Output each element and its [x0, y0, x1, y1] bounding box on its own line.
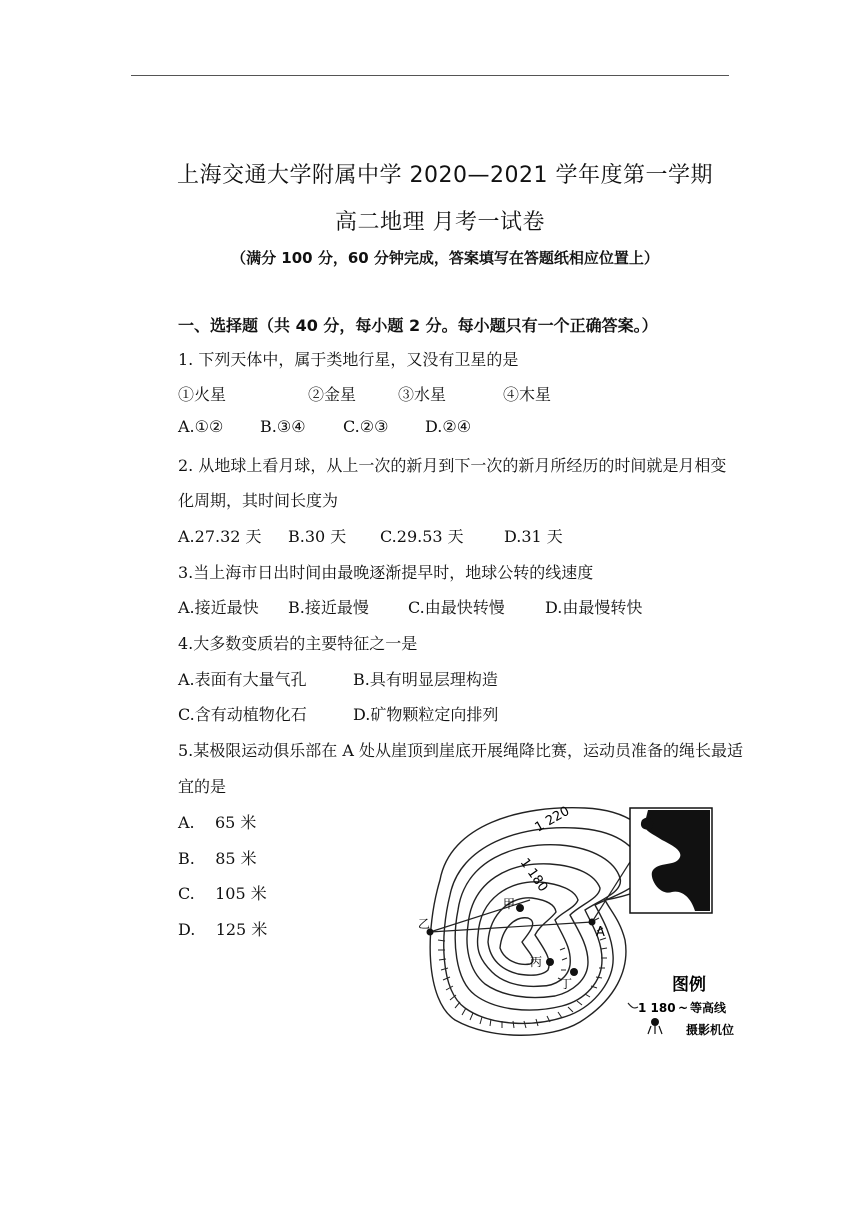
question-4-stem: 4.大多数变质岩的主要特征之一是	[178, 634, 418, 653]
point-yi-label: 乙	[418, 917, 431, 931]
question-2-options	[178, 524, 563, 547]
q1-item-4: ④木星	[503, 385, 552, 404]
svg-text:~: ~	[678, 1001, 689, 1015]
question-1-items	[178, 382, 551, 405]
question-1-stem: 1. 下列天体中，属于类地行星，又没有卫星的是	[178, 350, 519, 369]
q3-option-b[interactable]: B.接近最慢	[288, 598, 369, 617]
question-4-options-row1	[178, 667, 498, 690]
point-a-label: A	[596, 925, 605, 940]
legend-contour-value: 1 180	[638, 1001, 676, 1015]
q1-item-2: ②金星	[308, 385, 357, 404]
question-1-options	[178, 417, 471, 436]
q4-option-d[interactable]: D.矿物颗粒定向排列	[353, 705, 499, 724]
q2-option-a[interactable]: A.27.32 天	[178, 527, 262, 546]
q3-option-d[interactable]: D.由最慢转快	[545, 598, 643, 617]
point-jia-label: 甲	[503, 897, 516, 911]
legend-title: 图例	[672, 975, 706, 995]
contour-label-1180: 1 180	[516, 855, 551, 895]
q2-option-d[interactable]: D.31 天	[504, 527, 563, 546]
question-2-stem-line1: 2. 从地球上看月球，从上一次的新月到下一次的新月所经历的时间就是月相变	[178, 456, 727, 475]
point-ding-camera	[570, 968, 578, 976]
question-3-stem: 3.当上海市日出时间由最晚逐渐提早时，地球公转的线速度	[178, 563, 594, 582]
legend-contour-text: 等高线	[690, 1001, 727, 1015]
question-5-stem-line2: 宜的是	[178, 777, 227, 796]
q3-option-c[interactable]: C.由最快转慢	[408, 598, 505, 617]
q1-item-3: ③水星	[398, 385, 447, 404]
q2-option-c[interactable]: C.29.53 天	[380, 527, 464, 546]
q1-item-1: ①火星	[178, 385, 227, 404]
q1-option-a[interactable]: A.①②	[178, 417, 224, 436]
contour-map-figure	[410, 800, 770, 1045]
q2-option-b[interactable]: B.30 天	[288, 527, 347, 546]
legend-camera-text: 摄影机位	[686, 1023, 735, 1037]
question-3-options	[178, 595, 642, 618]
q4-option-c[interactable]: C.含有动植物化石	[178, 705, 307, 724]
point-bing-camera	[546, 958, 554, 966]
q5-option-d[interactable]: D. 125 米	[178, 920, 268, 939]
q1-option-b[interactable]: B.③④	[260, 417, 306, 436]
q4-option-a[interactable]: A.表面有大量气孔	[178, 670, 307, 689]
question-5-stem-line1: 5.某极限运动俱乐部在 A 处从崖顶到崖底开展绳降比赛，运动员准备的绳长最适	[178, 741, 743, 760]
exam-instructions: （满分 100 分，60 分钟完成，答案填写在答题纸相应位置上）	[231, 249, 659, 267]
header-rule	[131, 75, 729, 76]
question-2-stem-line2: 化周期，其时间长度为	[178, 491, 339, 510]
q1-option-d[interactable]: D.②④	[425, 417, 472, 436]
question-4-options-row2	[178, 702, 498, 725]
q5-option-b[interactable]: B. 85 米	[178, 849, 257, 868]
contour-label-1220: 1 220	[532, 803, 573, 836]
q5-option-c[interactable]: C. 105 米	[178, 884, 267, 903]
legend-camera-icon	[651, 1018, 659, 1026]
q5-option-a[interactable]: A. 65 米	[178, 813, 257, 832]
point-bing-label: 丙	[530, 955, 543, 969]
q1-option-c[interactable]: C.②③	[343, 417, 389, 436]
exam-subtitle: 高二地理 月考一试卷	[335, 210, 545, 235]
point-ding-label: 丁	[560, 977, 573, 991]
section-heading: 一、选择题（共 40 分，每小题 2 分。每小题只有一个正确答案。）	[178, 316, 658, 335]
q3-option-a[interactable]: A.接近最快	[178, 598, 259, 617]
point-jia-camera	[516, 904, 524, 912]
q4-option-b[interactable]: B.具有明显层理构造	[353, 670, 498, 689]
point-a-marker	[589, 919, 596, 926]
exam-title: 上海交通大学附属中学 2020—2021 学年度第一学期	[177, 163, 713, 188]
